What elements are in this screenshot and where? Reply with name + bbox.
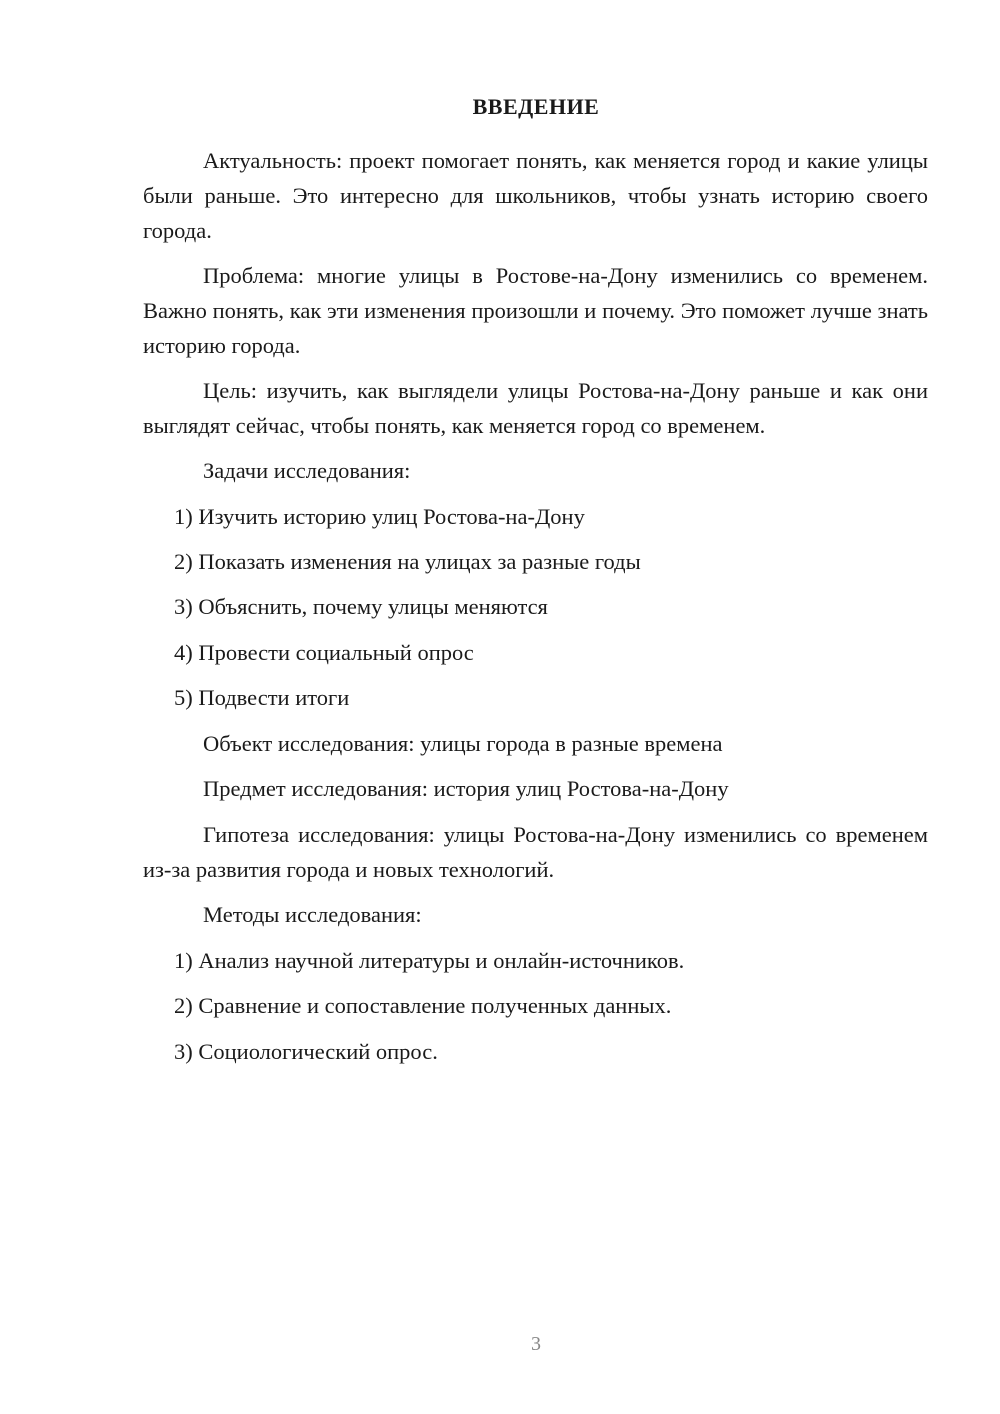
method-item: 3) Социологический опрос.: [174, 1039, 438, 1064]
page-number: 3: [531, 1333, 541, 1355]
method-item: 2) Сравнение и сопоставление полученных данных.: [174, 993, 672, 1018]
task-item: 4) Провести социальный опрос: [174, 640, 474, 665]
paragraph-relevance: Актуальность: проект помогает понять, как меняется город и какие улицы были раньше. Это интересно для школьников, чтобы узнать историю своего города.: [143, 148, 928, 243]
task-item: 3) Объяснить, почему улицы меняются: [174, 594, 548, 619]
task-item: 1) Изучить историю улиц Ростова-на-Дону: [174, 504, 585, 529]
section-title: ВВЕДЕНИЕ: [472, 94, 600, 119]
task-item: 2) Показать изменения на улицах за разные годы: [174, 549, 641, 574]
paragraph-hypothesis: Гипотеза исследования: улицы Ростова-на-Дону изменились со временем из-за развития города и новых технологий.: [143, 822, 928, 882]
research-subject: Предмет исследования: история улиц Ростова-на-Дону: [203, 776, 729, 801]
paragraph-problem: Проблема: многие улицы в Ростове-на-Дону изменились со временем. Важно понять, как эти изменения произошли и почему. Это поможет лучше знать историю города.: [143, 263, 928, 358]
task-item: 5) Подвести итоги: [174, 685, 350, 710]
tasks-heading: Задачи исследования:: [203, 458, 411, 483]
method-item: 1) Анализ научной литературы и онлайн-источников.: [174, 948, 685, 973]
research-object: Объект исследования: улицы города в разные времена: [203, 731, 723, 756]
paragraph-goal: Цель: изучить, как выглядели улицы Ростова-на-Дону раньше и как они выглядят сейчас, чтобы понять, как меняется город со временем.: [143, 378, 928, 438]
methods-heading: Методы исследования:: [203, 902, 422, 927]
